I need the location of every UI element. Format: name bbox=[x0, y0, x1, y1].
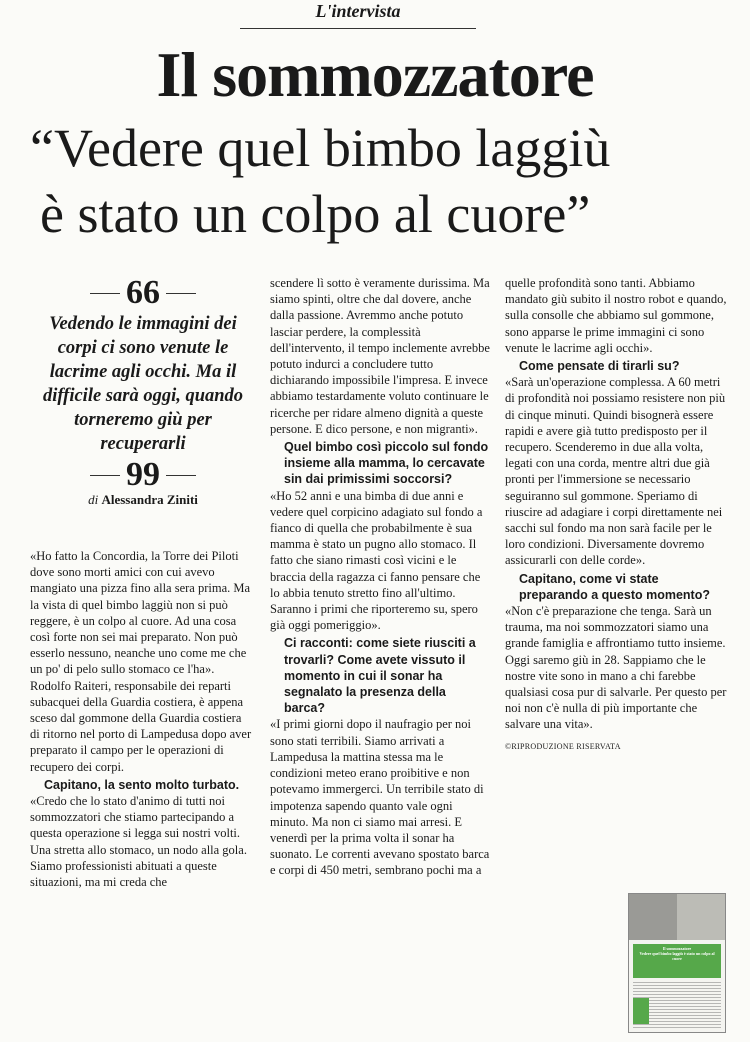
copyright-notice: ©RIPRODUZIONE RISERVATA bbox=[505, 741, 621, 751]
subhead-line-1: “Vedere quel bimbo laggiù bbox=[30, 118, 611, 178]
section-rule bbox=[240, 28, 476, 29]
paragraph: «Sarà un'operazione complessa. A 60 metri di profondità noi possiamo resistere non più di cinque minuti. Quindi bisognerà essere rapidi e avere già tutto predisposto per il recupero. Scenderemo in due alla volta, legati con una corda, mentre altri due già pronti per l'immersione se necessario seguiranno sul gommone. Speriamo di riuscire ad adagiare i corpi direttamente nei sacchi sul fondo ma non sarà facile per le loro condizioni. Diversamente dovremo assicurarli con delle corde». bbox=[505, 375, 726, 568]
paragraph: quelle profondità sono tanti. Abbiamo mandato giù subito il nostro robot e quando, sulla consolle che abbiamo sul gommone, sono apparse le prime immagini ci sono venute le lacrime agli occhi». bbox=[505, 276, 727, 355]
thumbnail-photo bbox=[677, 894, 725, 940]
article-column-3 bbox=[505, 275, 730, 755]
interview-question: Quel bimbo così piccolo sul fondo insieme alla mamma, lo cercavate sin dai primissimi soccorsi? bbox=[284, 440, 489, 487]
divider bbox=[90, 293, 120, 294]
thumbnail-title: Il sommozzatore bbox=[662, 946, 692, 951]
paragraph: «I primi giorni dopo il naufragio per noi sono stati terribili. Siamo arrivati a Lampedusa la mattina stessa ma le condizioni meteo erano proibitive e non potevamo immergerci. Un terribile stato di impotenza sapendo quanto vale ogni minuto. Ma non ci siamo mai arresi. E venerdì per la prima volta il sonar ha suonato. Le correnti avevano spostato barca e corpi di 450 metri, sembrano pochi ma a bbox=[270, 717, 490, 878]
byline-prefix: di bbox=[88, 492, 99, 507]
section-label: L'intervista bbox=[315, 1, 401, 21]
thumbnail-headline bbox=[635, 946, 719, 961]
paragraph: «Ho fatto la Concordia, la Torre dei Piloti dove sono morti amici con cui avevo mangiato una pizza fino alla sera prima. Ma la vista di quel bimbo laggiù non si può reggere, è un colpo al cuore. Ad una cosa così forte non sei mai preparato. Non può esserlo nessuno, neanche uno come me che un po' di pelo sullo stomaco ce l'ha». bbox=[30, 549, 251, 677]
byline bbox=[30, 492, 256, 508]
pull-quote-block bbox=[30, 274, 256, 508]
open-quote-row bbox=[30, 274, 256, 311]
interview-question: Capitano, come vi state preparando a questo momento? bbox=[519, 571, 710, 602]
thumbnail-subtitle: Vedere quel bimbo laggiù è stato un colpo al cuore bbox=[639, 951, 715, 961]
subhead bbox=[30, 115, 730, 247]
subhead-line-2: è stato un colpo al cuore” bbox=[40, 184, 591, 244]
paragraph: «Non c'è preparazione che tenga. Sarà un trauma, ma noi sommozzatori siamo una grande famiglia e affrontiamo tutto insieme. Oggi saremo giù in 28. Sappiamo che le nostre vite sono in mano a chi farebbe qualsiasi cosa pur di salvarle. Per questo per noi non c'è nulla di più importante che salvare una vita». bbox=[505, 604, 727, 732]
interview-question: Ci racconti: come siete riusciti a trovarli? Come avete vissuto il momento in cui il sonar ha segnalato la presenza della barca? bbox=[284, 636, 476, 716]
paragraph: «Ho 52 anni e una bimba di due anni e vedere quel corpicino adagiato sul fondo a fianco di quella che probabilmente è sua mamma è stato un pugno allo stomaco. Il fatto che siano rimasti così vicini e le braccia della ragazza ci fanno pensare che lo abbia tenuto stretto fino all'ultimo. Saranno i primi che riporteremo su, spero già oggi pomeriggio». bbox=[270, 488, 483, 633]
paragraph: Rodolfo Raiteri, responsabile dei reparti subacquei della Guardia costiera, è appena sceso dal gommone della Guardia costiera di ritorno nel porto di Lampedusa dopo aver preparato il campo per le operazioni di recupero dei corpi. bbox=[30, 678, 252, 774]
close-quote-row bbox=[30, 456, 256, 493]
paragraph: scendere lì sotto è veramente durissima. Ma siamo spinti, oltre che dal dovere, anche dalla passione. Avremmo anche potuto lasciar perdere, la complessità dell'intervento, il tempo inclemente avrebbe potuto indurci a concludere tutto dichiarando impossibile l'impresa. E invece abbiamo testardamente voluto continuare le ricerche per ridare almeno dignità a queste persone. E dico persone, e non migranti». bbox=[270, 276, 490, 436]
paragraph: «Credo che lo stato d'animo di tutti noi sommozzatori che stiamo partecipando a questa operazione si legga sui nostri volti. Una stretta allo stomaco, un nodo alla gola. Siamo professionisti abituati a queste situazioni, ma mi creda che bbox=[30, 794, 247, 890]
divider bbox=[166, 293, 196, 294]
pull-quote: Vedendo le immagini dei corpi ci sono venute le lacrime agli occhi. Ma il difficile sarà oggi, quando torneremo giù per recuperarli bbox=[42, 314, 244, 454]
article-column-1 bbox=[30, 548, 252, 890]
article-column-2 bbox=[270, 275, 490, 879]
close-quote-icon: 99 bbox=[126, 456, 160, 493]
headline: Il sommozzatore bbox=[156, 39, 594, 110]
page-thumbnail[interactable] bbox=[628, 893, 726, 1033]
divider bbox=[90, 475, 120, 476]
thumbnail-highlight bbox=[633, 998, 649, 1024]
divider bbox=[166, 475, 196, 476]
interview-question: Capitano, la sento molto turbato. bbox=[44, 777, 240, 792]
interview-question: Come pensate di tirarli su? bbox=[519, 359, 680, 374]
byline-author: Alessandra Ziniti bbox=[101, 492, 198, 507]
open-quote-icon: 66 bbox=[126, 274, 160, 311]
